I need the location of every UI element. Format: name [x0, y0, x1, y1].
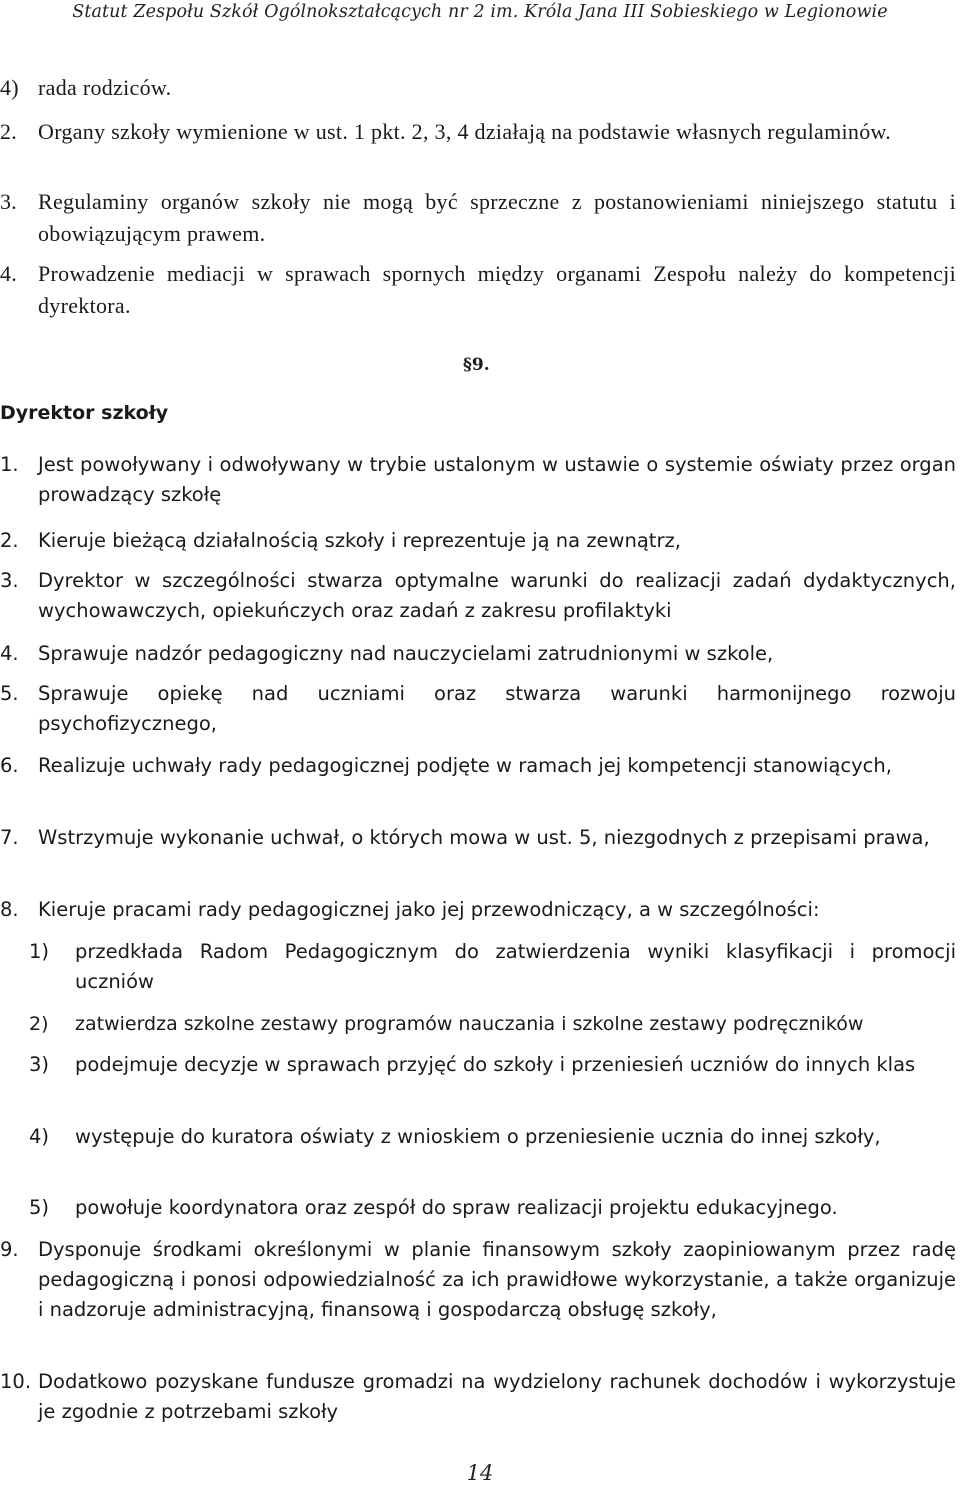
sub-item-number: 5): [29, 1196, 50, 1219]
list-item: [0, 639, 960, 669]
item-number: 3.: [0, 189, 18, 214]
item-text: Sprawuje opiekę nad uczniami oraz stwarza warunki harmonijnego rozwoju psychofizycznego,: [38, 682, 956, 735]
item-number: 3.: [0, 569, 19, 592]
item-text: Wstrzymuje wykonanie uchwał, o których mowa w ust. 5, niezgodnych z przepisami prawa,: [38, 826, 930, 849]
item-number: 5.: [0, 682, 19, 705]
item-text: Kieruje pracami rady pedagogicznej jako jej przewodniczący, a w szczególności:: [38, 898, 820, 921]
sub-item-number: 4): [29, 1125, 50, 1148]
item-number: 1.: [0, 453, 19, 476]
item-number: 8.: [0, 898, 19, 921]
item-number: 7.: [0, 826, 19, 849]
sub-list-item: [0, 937, 960, 997]
item-text: Jest powoływany i odwoływany w trybie ustalonym w ustawie o systemie oświaty przez organ prowadzący szkołę: [38, 453, 956, 506]
item-number: 4.: [0, 261, 18, 286]
top-item: [0, 258, 960, 322]
sub-list-item: [0, 1193, 960, 1223]
list-item: [0, 751, 960, 781]
item-number: 9.: [0, 1238, 19, 1261]
sub-item-text: występuje do kuratora oświaty z wnioskiem o przeniesienie ucznia do innej szkoły,: [75, 1125, 881, 1148]
item-text: Realizuje uchwały rady pedagogicznej podjęte w ramach jej kompetencji stanowiących,: [38, 754, 892, 777]
list-item: [0, 679, 960, 739]
sub-item-number: 3): [29, 1053, 50, 1076]
page-header: Statut Zespołu Szkół Ogólnokształcących nr 2 im. Króla Jana III Sobieskiego w Legionowie: [72, 2, 888, 22]
sub-item-number: 2): [29, 1013, 49, 1035]
list-item: [0, 895, 960, 925]
item-text: Prowadzenie mediacji w sprawach spornych między organami Zespołu należy do kompetencji dyrektora.: [38, 261, 956, 318]
list-item: [0, 823, 960, 853]
sub-list-item: [0, 1050, 960, 1080]
sub-item-text: przedkłada Radom Pedagogicznym do zatwierdzenia wyniki klasyfikacji i promocji uczniów: [75, 940, 956, 993]
top-item: [0, 72, 960, 104]
item-number: 4): [0, 75, 19, 100]
sub-item-text: podejmuje decyzje w sprawach przyjęć do szkoły i przeniesień uczniów do innych klas: [75, 1053, 916, 1076]
item-number: 4.: [0, 642, 19, 665]
item-number: 6.: [0, 754, 19, 777]
item-text: Dyrektor w szczególności stwarza optymalne warunki do realizacji zadań dydaktycznych, wychowawczych, opiekuńczych oraz zadań z zakresu profilaktyki: [38, 569, 956, 622]
item-text: Kieruje bieżącą działalnością szkoły i reprezentuje ją na zewnątrz,: [38, 529, 681, 552]
item-text: rada rodziców.: [38, 75, 172, 100]
top-item: [0, 116, 960, 148]
sub-list-item: [0, 1009, 960, 1039]
item-text: Regulaminy organów szkoły nie mogą być sprzeczne z postanowieniami niniejszego statutu i obowiązującym prawem.: [38, 189, 956, 246]
sub-item-text: zatwierdza szkolne zestawy programów nauczania i szkolne zestawy podręczników: [75, 1013, 864, 1035]
item-text: Dysponuje środkami określonymi w planie finansowym szkoły zaopiniowanym przez radę pedagogiczną i ponosi odpowiedzialność za ich prawidłowe wykorzystanie, a także organizuje i nadzoruje administracyjną, finansową i gospodarczą obsługę szkoły,: [38, 1238, 956, 1321]
sub-list-item: [0, 1122, 960, 1152]
item-text: Organy szkoły wymienione w ust. 1 pkt. 2, 3, 4 działają na podstawie własnych regulaminów.: [38, 119, 892, 144]
page-number: 14: [466, 1461, 494, 1485]
list-item: [0, 526, 960, 556]
item-number: 2.: [0, 529, 19, 552]
item-text: Sprawuje nadzór pedagogiczny nad nauczycielami zatrudnionymi w szkole,: [38, 642, 774, 665]
section-mark: §9.: [463, 355, 490, 375]
list-item: [0, 1367, 960, 1427]
sub-item-number: 1): [29, 940, 50, 963]
item-text: Dodatkowo pozyskane fundusze gromadzi na wydzielony rachunek dochodów i wykorzystuje je zgodnie z potrzebami szkoły: [38, 1370, 956, 1423]
section-title: Dyrektor szkoły: [0, 402, 169, 424]
list-item: [0, 450, 960, 510]
list-item: [0, 1235, 960, 1325]
list-item: [0, 566, 960, 626]
top-item: [0, 186, 960, 250]
item-number: 2.: [0, 119, 18, 144]
item-number: 10.: [0, 1370, 32, 1393]
sub-item-text: powołuje koordynatora oraz zespół do spraw realizacji projektu edukacyjnego.: [75, 1196, 838, 1219]
